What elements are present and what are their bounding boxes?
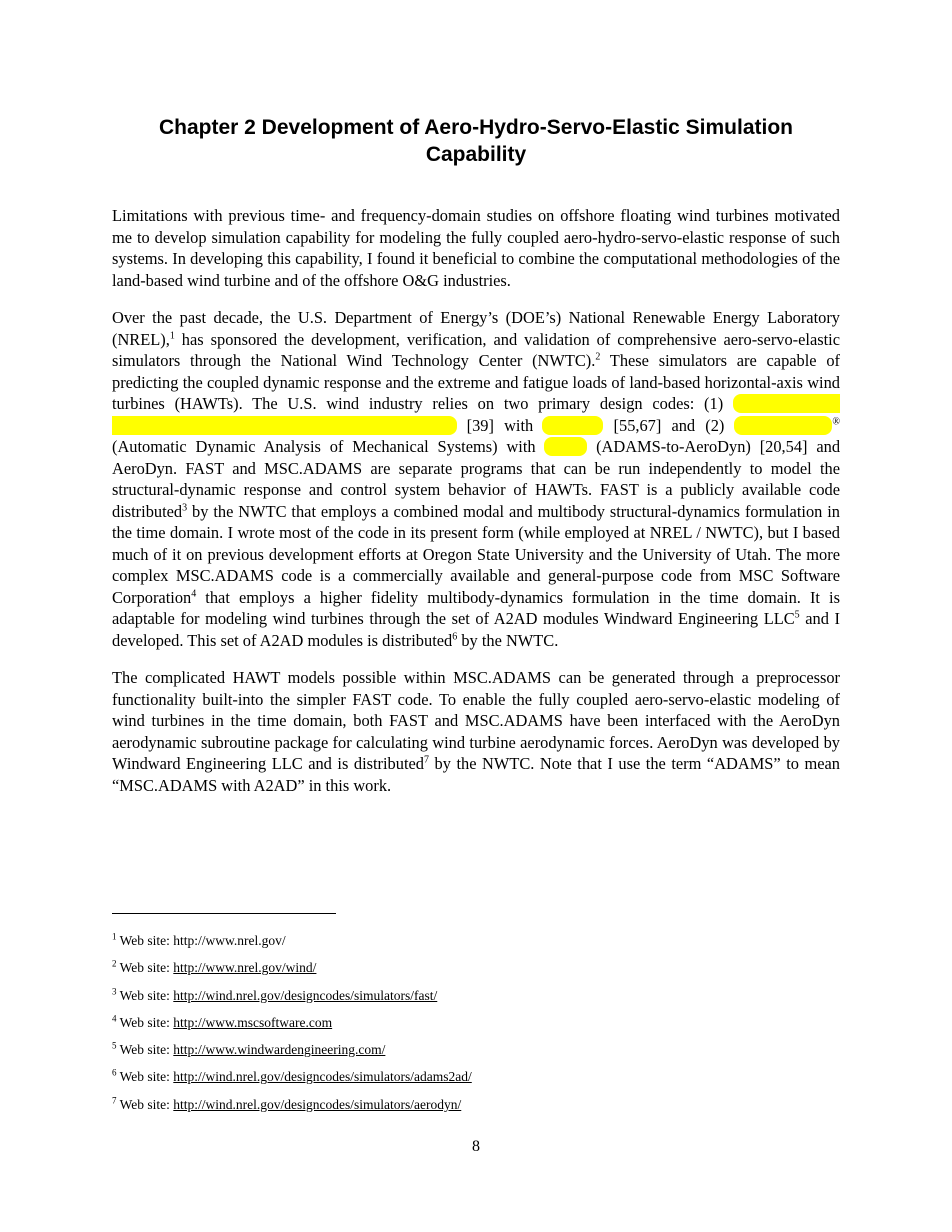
redacted-highlight-a2ad bbox=[544, 437, 588, 456]
footnote-separator bbox=[112, 913, 336, 914]
footnote-7 bbox=[112, 1096, 840, 1113]
body-text bbox=[112, 205, 840, 812]
paragraph-3 bbox=[112, 667, 840, 796]
p3-text-a: The complicated HAWT models possible within MSC.ADAMS can be generated through a preprocessor functionality built-into the simpler FAST code. To enable the fully coupled aero-servo-elastic modeling of wind turbines in the time domain, both FAST and MSC.ADAMS have been interfaced with the AeroDyn aerodynamic subroutine package for calculating wind turbine aerodynamic forces. AeroDyn was developed by Windward Engineering LLC and is distributed bbox=[112, 668, 840, 773]
footnote-link[interactable]: http://wind.nrel.gov/designcodes/simulators/aerodyn/ bbox=[173, 1096, 462, 1112]
footnote-number: 3 bbox=[112, 986, 117, 997]
footnote-number: 7 bbox=[112, 1095, 117, 1106]
footnote-4 bbox=[112, 1014, 840, 1031]
footnote-label: Web site: bbox=[119, 1069, 174, 1085]
footnote-6 bbox=[112, 1068, 840, 1085]
footnote-ref-2[interactable]: 2 bbox=[595, 351, 601, 363]
p2-text-e: [55,67] and (2) bbox=[603, 415, 735, 435]
footnote-label: Web site: bbox=[119, 1096, 174, 1112]
footnote-label: Web site: bbox=[119, 933, 174, 948]
footnote-number: 6 bbox=[112, 1067, 117, 1078]
p2-text-a: Over the past decade, the U.S. Department of Energy’s (DOE’s) National Renewable Energy Laboratory (NREL), bbox=[112, 308, 840, 349]
p2-text-c: These simulators are capable of predicting the coupled dynamic response and the extreme and fatigue loads of land-based horizontal-axis wind turbines (HAWTs). The U.S. wind industry relies on two primary design codes: (1) bbox=[112, 351, 840, 413]
p2-text-i: that employs a higher fidelity multibody-dynamics formulation in the time domain. It is adaptable for modeling wind turbines through the set of A2AD modules Windward Engineering LLC bbox=[112, 587, 840, 628]
footnote-link[interactable]: http://www.nrel.gov/ bbox=[173, 933, 286, 948]
p2-text-j: and I developed. This set of A2AD modules is distributed bbox=[112, 609, 840, 650]
footnote-link[interactable]: http://wind.nrel.gov/designcodes/simulators/adams2ad/ bbox=[173, 1069, 472, 1085]
footnotes bbox=[112, 932, 840, 1123]
footnote-link[interactable]: http://www.mscsoftware.com bbox=[173, 1014, 333, 1030]
paragraph-2 bbox=[112, 307, 840, 651]
footnote-ref-4[interactable]: 4 bbox=[191, 588, 197, 600]
footnote-number: 2 bbox=[112, 958, 117, 969]
footnote-ref-6[interactable]: 6 bbox=[452, 631, 458, 643]
footnote-5 bbox=[112, 1041, 840, 1058]
p3-text-b: by the NWTC. Note that I use the term “ADAMS” to mean “MSC.ADAMS with A2AD” in this work. bbox=[112, 754, 840, 795]
footnote-1 bbox=[112, 932, 840, 949]
redacted-highlight-aerodyn bbox=[542, 416, 603, 435]
chapter-title: Chapter 2 Development of Aero-Hydro-Servo-Elastic Simulation Capability bbox=[158, 116, 793, 166]
footnote-link[interactable]: http://www.windwardengineering.com/ bbox=[173, 1042, 386, 1058]
p2-text-g: (ADAMS-to-AeroDyn) [20,54] and AeroDyn. FAST and MSC.ADAMS are separate programs that can be run independently to model the structural-dynamic response and control system behavior of HAWTs. FAST is a publicly available code distributed bbox=[112, 437, 841, 521]
footnote-label: Web site: bbox=[119, 987, 174, 1003]
redacted-highlight-mscadams bbox=[734, 416, 832, 435]
p2-text-f: (Automatic Dynamic Analysis of Mechanical Systems) with bbox=[112, 437, 544, 456]
footnote-ref-7[interactable]: 7 bbox=[423, 754, 429, 766]
footnote-label: Web site: bbox=[119, 1014, 174, 1030]
p2-text-d: [39] with bbox=[456, 415, 543, 435]
footnote-3 bbox=[112, 987, 840, 1004]
footnote-ref-1[interactable]: 1 bbox=[169, 330, 175, 342]
footnote-link[interactable]: http://wind.nrel.gov/designcodes/simulators/fast/ bbox=[173, 987, 438, 1003]
p2-text-h: by the NWTC that employs a combined modal and multibody structural-dynamics formulation in the time domain. I wrote most of the code in its present form (while employed at NREL / NWTC), but I based much of it on previous development efforts at Oregon State University and the University of Utah. The more complex MSC.ADAMS code is a commercially available and general-purpose code from MSC Software Corporation bbox=[112, 501, 840, 607]
p2-text-b: has sponsored the development, verification, and validation of comprehensive aero-servo-elastic simulators through the National Wind Technology Center (NWTC). bbox=[112, 329, 840, 370]
footnote-number: 5 bbox=[112, 1040, 117, 1051]
footnote-ref-5[interactable]: 5 bbox=[794, 609, 800, 621]
footnote-label: Web site: bbox=[119, 960, 174, 976]
footnote-number: 4 bbox=[112, 1013, 117, 1024]
page-number: 8 bbox=[472, 1138, 480, 1155]
footnote-ref-3[interactable]: 3 bbox=[182, 502, 188, 514]
registered-mark: ® bbox=[832, 416, 840, 428]
footnote-label: Web site: bbox=[119, 1042, 174, 1058]
p2-text-k: by the NWTC. bbox=[457, 630, 559, 650]
footnote-link[interactable]: http://www.nrel.gov/wind/ bbox=[173, 960, 317, 976]
footnote-2 bbox=[112, 959, 840, 976]
paragraph-1: Limitations with previous time- and frequency-domain studies on offshore floating wind turbines motivated me to develop simulation capability for modeling the fully coupled aero-hydro-servo-elastic response of such systems. In developing this capability, I found it beneficial to combine the computational methodologies of the land-based wind turbine and of the offshore O&G industries. bbox=[112, 206, 840, 290]
footnote-number: 1 bbox=[112, 931, 117, 942]
